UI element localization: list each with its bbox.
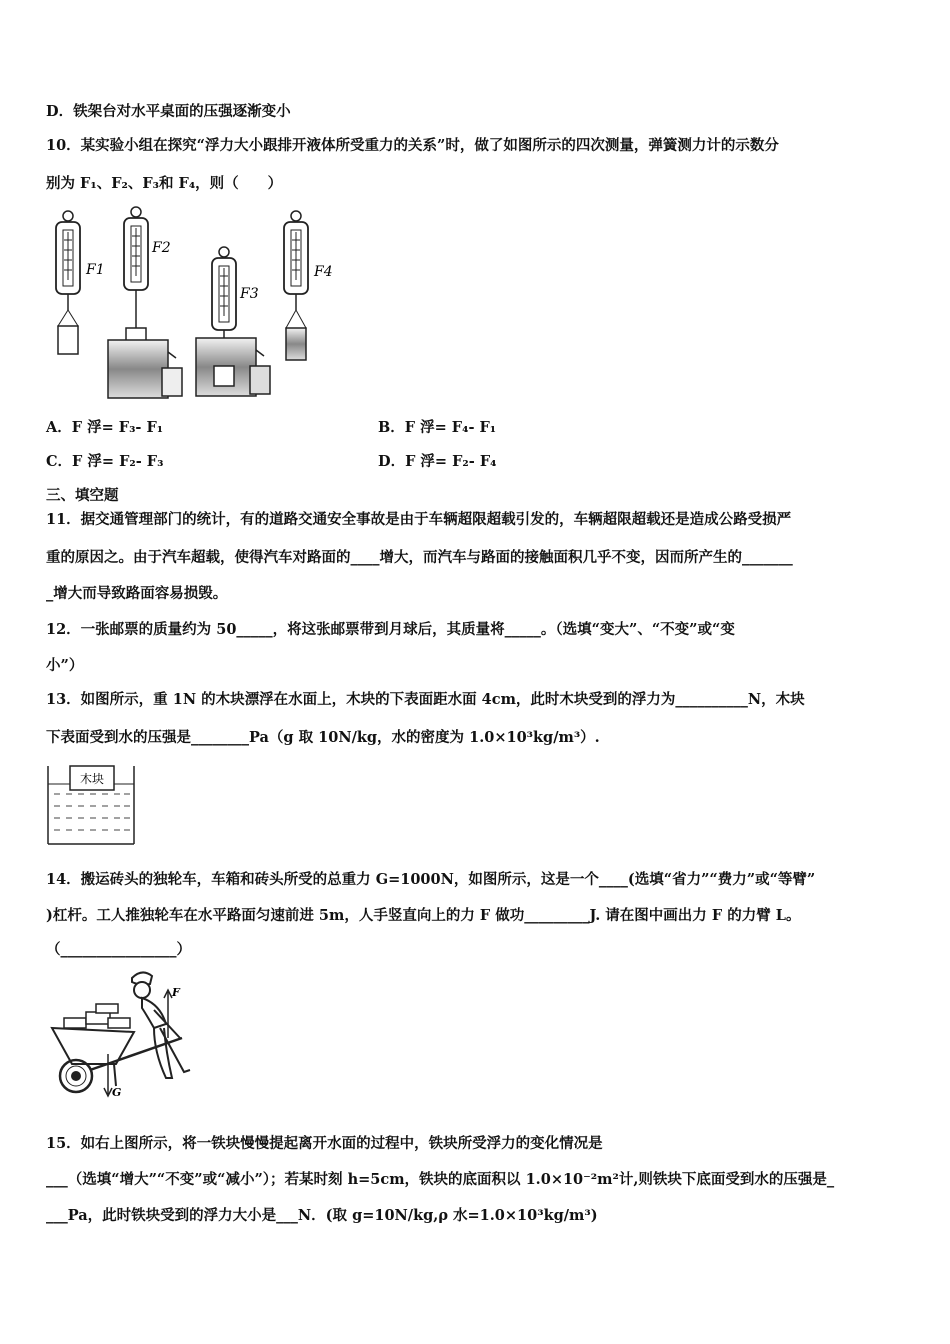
q10-stem-line2: 别为 F₁、F₂、F₃和 F₄，则（ ）: [46, 175, 283, 192]
wood-block-label: 木块: [79, 772, 105, 786]
q15-line2: ___（选填“增大”“不变”或“减小”）；若某时刻 h=5cm，铁块的底面积以 1.0×10⁻²m²计,则铁块下底面受到水的压强是_: [46, 1171, 835, 1188]
q13-line1: 13．如图所示，重 1N 的木块漂浮在水面上，木块的下表面距水面 4cm，此时木块受到的浮力为__________N，木块: [46, 691, 805, 708]
q12-line2: 小”）: [46, 657, 84, 674]
spring-scale-1: [56, 211, 80, 354]
q10-stem-line1: 10．某实验小组在探究“浮力大小跟排开液体所受重力的关系”时，做了如图所示的四次测量，弹簧测力计的示数分: [46, 137, 779, 154]
q15-line1: 15．如右上图所示，将一铁块慢慢提起离开水面的过程中，铁块所受浮力的变化情况是: [46, 1135, 603, 1152]
q12-line1: 12．一张邮票的质量约为 50_____，将这张邮票带到月球后，其质量将_____。（选填“变大”、“不变”或“变: [46, 621, 735, 638]
q14-line1: 14．搬运砖头的独轮车，车箱和砖头所受的总重力 G=1000N，如图所示，这是一个____(选填“省力”“费力”或“等臂”: [46, 871, 816, 888]
label-f: F: [172, 986, 180, 999]
section-title-fill-blank: 三、填空题: [46, 487, 119, 504]
spring-scale-2: [108, 207, 182, 398]
q9-option-d: D．铁架台对水平桌面的压强逐渐变小: [46, 103, 291, 120]
label-f3: F3: [240, 286, 259, 302]
label-f2: F2: [152, 240, 171, 256]
q10-option-c: C．F 浮= F₂- F₃: [46, 453, 164, 470]
q14-line2: )杠杆。工人推独轮车在水平路面匀速前进 5m，人手竖直向上的力 F 做功_________J. 请在图中画出力 F 的力臂 L。: [46, 907, 801, 924]
label-g: G: [112, 1086, 122, 1098]
q13-figure: [46, 762, 136, 846]
q10-option-d: D．F 浮= F₂- F₄: [378, 453, 497, 470]
q11-line3: _增大而导致路面容易损毁。: [46, 585, 228, 602]
label-f4: F4: [314, 264, 333, 280]
label-f1: F1: [86, 262, 105, 278]
q10-figure: [44, 206, 344, 402]
q13-line2: 下表面受到水的压强是________Pa（g 取 10N/kg，水的密度为 1.0×10³kg/m³）.: [46, 729, 600, 746]
q11-line1: 11．据交通管理部门的统计，有的道路交通安全事故是由于车辆超限超载引发的，车辆超限超载还是造成公路受损严: [46, 511, 792, 528]
q10-option-b: B．F 浮= F₄- F₁: [378, 419, 497, 436]
spring-scale-3: [196, 247, 270, 396]
q14-figure: [50, 968, 196, 1098]
spring-scale-4: [284, 211, 308, 360]
q15-line3: ___Pa，此时铁块受到的浮力大小是___N．(取 g=10N/kg,ρ 水=1.0×10³kg/m³): [46, 1207, 598, 1224]
q10-option-a: A．F 浮= F₃- F₁: [46, 419, 164, 436]
q11-line2: 重的原因之。由于汽车超载，使得汽车对路面的____增大，而汽车与路面的接触面积几乎不变，因而所产生的_______: [46, 549, 793, 566]
q14-line3: （________________）: [46, 941, 191, 958]
